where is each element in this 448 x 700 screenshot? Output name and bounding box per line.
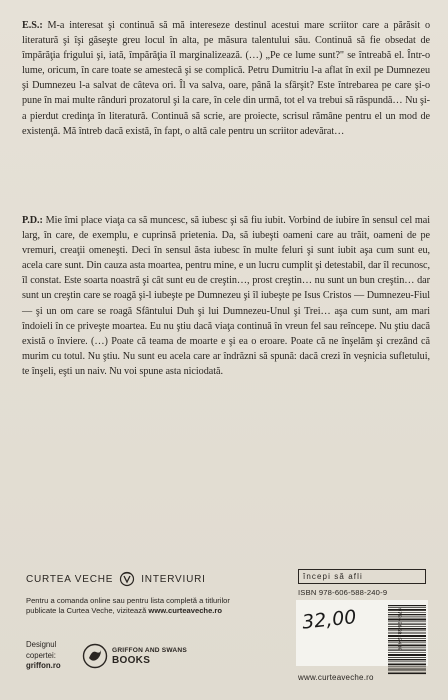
griffon-books: BOOKS bbox=[112, 655, 151, 666]
pd-text: Mie îmi place viaţa ca să muncesc, să iubesc şi să fiu iubit. Vorbind de iubire în sensul cel mai larg, în care, de exemplu, e cuprinsă prietenia. Da, să iubeşti oameni care au trăit, oameni de pe vremuri, creaţii omeneşti. Deci în sensul ăsta iubesc în multe feluri şi sunt iubit aşa cum sunt eu, acela care sunt. Din cauza asta moartea, pentru mine, e un lucru cumplit şi detestabil, dar îl recunosc, îl constat. Este soarta noastră şi cât sunt eu de creştin…, prost creştin… nu sunt un bun creştin… dar sunt un creştin care se roagă şi-l iubeşte pe Dumnezeu şi îl iubeşte pe Isus Cristos — Dumnezeu-Fiul — şi un om care se roagă Sfântului Duh şi lui Dumnezeu-Unul şi Trei… aşa cum sunt, am mari îndoieli în ce priveşte moartea. Eu nu ştiu dacă viaţa continuă în vreun fel sau reîncepe. Nu ştiu dacă există o înviere. (…) Poate că teama de moarte e şi ea o eroare. Poate că ne înşelăm şi crezând că murim cu totul. Nu ştiu. Nu sunt eu acela care ar îndrăzni să spună: dacă crezi în veşnicia sufletului, te înşeli, eşti un naiv. Nu voi spune asta niciodată. bbox=[22, 215, 430, 377]
publisher-row bbox=[26, 569, 236, 589]
es-paragraph bbox=[22, 18, 430, 139]
order-url: www.curteaveche.ro bbox=[148, 606, 222, 615]
publisher-name: CURTEA VECHE bbox=[26, 573, 114, 585]
pd-paragraph bbox=[22, 213, 430, 379]
griffon-name: GRIFFON AND SWANS bbox=[112, 647, 187, 654]
designer-label: Designul copertei: bbox=[26, 640, 57, 660]
designer-site: griffon.ro bbox=[26, 661, 61, 670]
series-label: începi să afli bbox=[298, 569, 426, 584]
es-speaker: E.S.: bbox=[22, 20, 43, 31]
isbn: ISBN 978-606-588-240-9 bbox=[298, 588, 388, 597]
curtea-veche-logo-icon bbox=[119, 571, 135, 587]
griffon-logo-icon bbox=[82, 643, 108, 669]
cover-designer bbox=[26, 640, 86, 672]
website: www.curteaveche.ro bbox=[298, 673, 374, 682]
collection-name: INTERVIURI bbox=[141, 573, 206, 585]
griffon-brand bbox=[82, 641, 212, 671]
es-text: M-a interesat şi continuă să mă intereseze destinul acestui mare scriitor care a părăsit o literatură şi îşi găseşte greu locul în alta, pe măsura talentului său. Continuă să fie obsedat de împărăţia frigului şi, iată, împărăţia îl marginalizează. (…) „Pe ce lume sunt?" se întreabă el. Într-o lume, oricum, în care toate se amestecă şi se complică. Petru Dumitriu l-a aflat în exil pe Dumnezeu şi Dumnezeu l-a salvat de câteva ori. Îl va salva, oare, până la sfârşit? Este întrebarea pe care şi-o pune în mai multe rânduri prozatorul şi la care, în cele din urmă, tot el va trebui să răspundă… Nu şi-a pierdut credinţa în literatură. Continuă să scrie, are proiecte, scrisul rămâne pentru el un mod de existenţă. Mă întreb dacă există, în fapt, o altă cale pentru un scriitor adevărat… bbox=[22, 20, 430, 137]
barcode-icon bbox=[388, 603, 426, 677]
pd-speaker: P.D.: bbox=[22, 215, 43, 226]
barcode-digits: 9786065882409 bbox=[396, 608, 403, 651]
order-text: Pentru a comanda online sau pentru lista completă a titlurilor publicate la Curtea Veche, vizitează bbox=[26, 596, 230, 615]
handwritten-price: 32,00 bbox=[301, 606, 358, 634]
order-info bbox=[26, 596, 256, 616]
